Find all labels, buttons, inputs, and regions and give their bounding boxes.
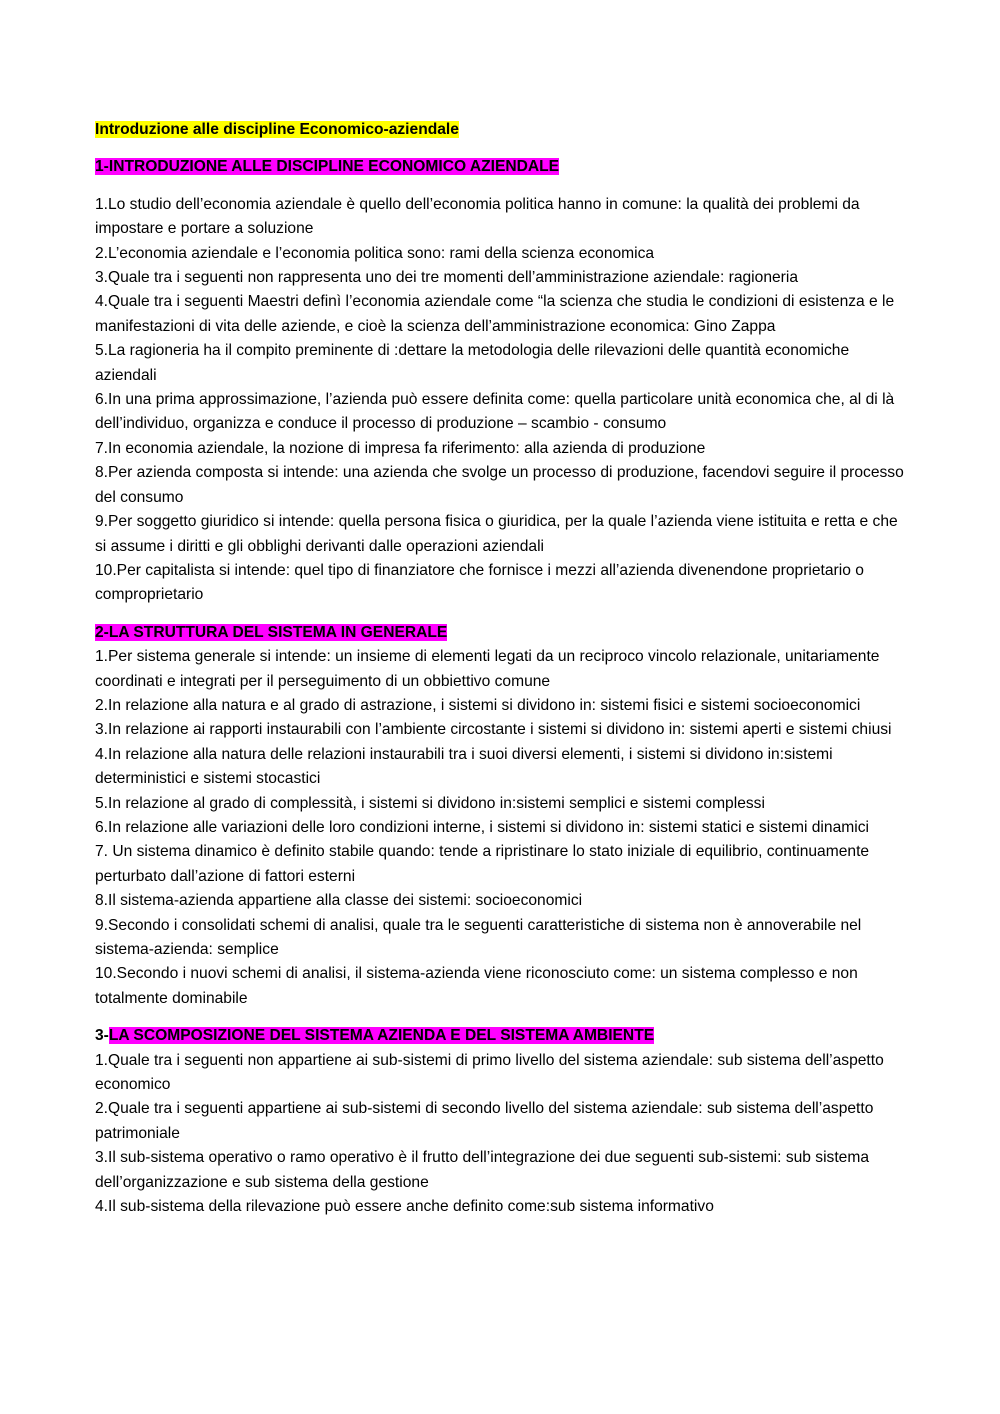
- list-item: 3.Il sub-sistema operativo o ramo operativo è il frutto dell’integrazione dei due seguenti sub-sistemi: sub sistema dell’organizzazione e sub sistema della gestione: [95, 1149, 870, 1191]
- list-item: 1.Lo studio dell’economia aziendale è quello dell’economia politica hanno in comune: la qualità dei problemi da impostare e portare a soluzione: [95, 195, 860, 238]
- section-heading-3: [95, 1024, 910, 1048]
- list-item: 2.In relazione alla natura e al grado di astrazione, i sistemi si dividono in: sistemi fisici e sistemi socioeconomici: [95, 696, 861, 714]
- list-item: 9.Per soggetto giuridico si intende: quella persona fisica o giuridica, per la quale l’azienda viene istituita e retta e che si assume i diritti e gli obblighi derivanti dalle operazioni aziendali: [95, 513, 898, 555]
- section-heading-2: [95, 621, 910, 645]
- section-3-list: [95, 1049, 910, 1220]
- document-page: [95, 118, 910, 1219]
- section-heading-text: LA SCOMPOSIZIONE DEL SISTEMA AZIENDA E DEL SISTEMA AMBIENTE: [108, 1027, 655, 1045]
- list-item: 9.Secondo i consolidati schemi di analisi, quale tra le seguenti caratteristiche di sistema non è annoverabile nel sistema-azienda: semplice: [95, 916, 862, 958]
- list-item: 10.Per capitalista si intende: quel tipo di finanziatore che fornisce i mezzi all’azienda divenendone proprietario o comproprietario: [95, 561, 864, 604]
- list-item: 1.Quale tra i seguenti non appartiene ai sub-sistemi di primo livello del sistema aziendale: sub sistema dell’aspetto economico: [95, 1051, 884, 1094]
- list-item: 10.Secondo i nuovi schemi di analisi, il sistema-azienda viene riconosciuto come: un sistema complesso e non totalmente dominabile: [95, 965, 858, 1007]
- list-item: 4.Il sub-sistema della rilevazione può essere anche definito come:sub sistema informativo: [95, 1198, 714, 1216]
- list-item: 7.In economia aziendale, la nozione di impresa fa riferimento: alla azienda di produzione: [95, 439, 706, 457]
- list-item: 4.Quale tra i seguenti Maestri definì l’economia aziendale come “la scienza che studia le condizioni di esistenza e le manifestazioni di vita delle aziende, e cioè la scienza dell’amministrazione economica: Gino Zappa: [95, 293, 895, 335]
- list-item: 6.In una prima approssimazione, l’azienda può essere definita come: quella particolare unità economica che, al di là dell’individuo, organizza e conduce il processo di produzione – scambio - consumo: [95, 391, 895, 433]
- section-2-list: [95, 645, 910, 1011]
- section-heading-text: 1-INTRODUZIONE ALLE DISCIPLINE ECONOMICO AZIENDALE: [95, 158, 560, 176]
- section-spacer: [95, 608, 910, 621]
- list-item: 5.In relazione al grado di complessità, i sistemi si dividono in:sistemi semplici e sistemi complessi: [95, 794, 765, 812]
- list-item: 3.In relazione ai rapporti instaurabili con l’ambiente circostante i sistemi si dividono in: sistemi aperti e sistemi chiusi: [95, 721, 892, 739]
- list-item: 6.In relazione alle variazioni delle loro condizioni interne, i sistemi si dividono in: sistemi statici e sistemi dinamici: [95, 818, 869, 836]
- list-item: 1.Per sistema generale si intende: un insieme di elementi legati da un reciproco vincolo relazionale, unitariamente coordinati e integrati per il perseguimento di un obbiettivo comune: [95, 648, 880, 690]
- section-heading-prefix: 3-: [95, 1027, 109, 1045]
- list-item: 3.Quale tra i seguenti non rappresenta uno dei tre momenti dell’amministrazione aziendale: ragioneria: [95, 269, 798, 287]
- section-heading-text: 2-LA STRUTTURA DEL SISTEMA IN GENERALE: [95, 623, 448, 641]
- list-item: 2.L’economia aziendale e l’economia politica sono: rami della scienza economica: [95, 244, 655, 262]
- list-item: 7. Un sistema dinamico è definito stabile quando: tende a ripristinare lo stato iniziale di equilibrio, continuamente perturbato dall’azione di fattori esterni: [95, 843, 870, 885]
- document-title: [95, 118, 910, 142]
- section-spacer: [95, 1011, 910, 1024]
- list-item: 2.Quale tra i seguenti appartiene ai sub-sistemi di secondo livello del sistema aziendale: sub sistema dell’aspetto patrimoniale: [95, 1100, 874, 1142]
- section-heading-1: [95, 155, 910, 179]
- document-title-text: Introduzione alle discipline Economico-aziendale: [95, 121, 459, 138]
- list-item: 8.Il sistema-azienda appartiene alla classe dei sistemi: socioeconomici: [95, 892, 583, 910]
- list-item: 4.In relazione alla natura delle relazioni instaurabili tra i suoi diversi elementi, i sistemi si dividono in:sistemi deterministici e sistemi stocastici: [95, 745, 833, 788]
- list-item: 5.La ragioneria ha il compito preminente di :dettare la metodologia delle rilevazioni delle quantità economiche aziendali: [95, 342, 850, 384]
- list-item: 8.Per azienda composta si intende: una azienda che svolge un processo di produzione, facendovi seguire il processo del consumo: [95, 464, 904, 506]
- section-1-list: [95, 193, 910, 608]
